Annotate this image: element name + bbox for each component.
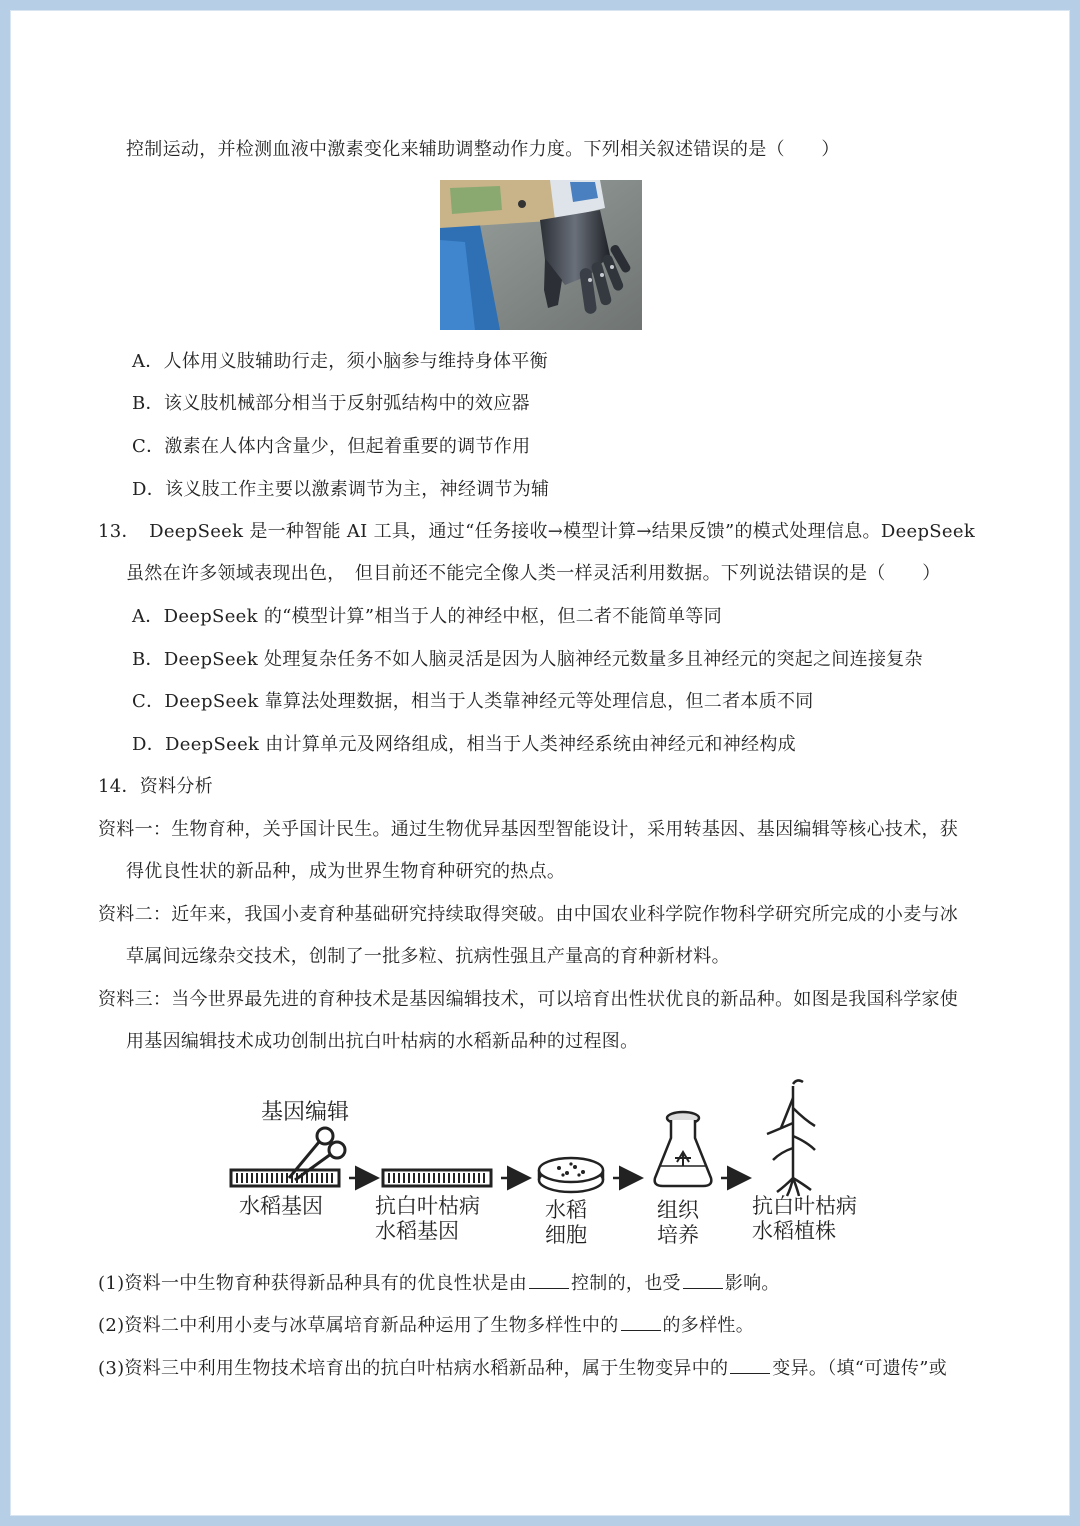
q14-material2-line2: 草属间远缘杂交技术，创制了一批多粒、抗病性强且产量高的育种新材料。 — [126, 946, 730, 967]
culture-flask-icon — [655, 1112, 712, 1186]
q12-option-c: C．激素在人体内含量少，但起着重要的调节作用 — [132, 436, 531, 457]
resistant-gene-label-line2: 水稻基因 — [375, 1219, 459, 1243]
q14-sub3-part-a: (3)资料三中利用生物技术培育出的抗白叶枯病水稻新品种，属于生物变异中的 — [98, 1358, 729, 1379]
q13-option-a: A．DeepSeek 的“模型计算”相当于人的神经中枢，但二者不能简单等同 — [132, 606, 723, 627]
q14-sub3-part-b: 变异。（填“可遗传”或 — [772, 1358, 948, 1379]
q12-stem: 控制运动，并检测血液中激素变化来辅助调整动作力度。下列相关叙述错误的是（ ） — [126, 139, 840, 160]
q12-option-d: D．该义肢工作主要以激素调节为主，神经调节为辅 — [132, 479, 550, 500]
answer-blank[interactable] — [730, 1357, 770, 1374]
q13-stem-line2: 虽然在许多领域表现出色， 但目前还不能完全像人类一样灵活利用数据。下列说法错误的是（ ） — [126, 563, 941, 584]
resistant-gene-bar — [383, 1170, 491, 1186]
gene-editing-label: 基因编辑 — [261, 1100, 350, 1125]
q14-sub1-part-c: 影响。 — [724, 1273, 780, 1294]
q13-option-b: B．DeepSeek 处理复杂任务不如人脑灵活是因为人脑神经元数量多且神经元的突起之间连接复杂 — [132, 649, 923, 670]
q13-option-c: C．DeepSeek 靠算法处理数据，相当于人类靠神经元等处理信息，但二者本质不同 — [132, 691, 814, 712]
q12-option-b: B．该义肢机械部分相当于反射弧结构中的效应器 — [132, 393, 530, 414]
gene-editing-process-diagram — [225, 1078, 885, 1256]
q14-sub3 — [98, 1357, 947, 1381]
q14-title: 14．资料分析 — [98, 776, 214, 797]
q12-option-a: A．人体用义肢辅助行走，须小脑参与维持身体平衡 — [132, 351, 548, 372]
answer-blank[interactable] — [621, 1314, 661, 1331]
rice-plant-icon — [767, 1080, 815, 1196]
q13-stem-line1: 13． DeepSeek 是一种智能 AI 工具，通过“任务接收→模型计算→结果反馈”的模式处理信息。DeepSeek — [98, 521, 976, 542]
q14-sub2 — [98, 1314, 754, 1338]
resistant-plant-label-line1: 抗白叶枯病 — [752, 1194, 857, 1218]
q14-material1-line1: 资料一：生物育种，关乎国计民生。通过生物优异基因型智能设计，采用转基因、基因编辑等核心技术，获 — [98, 819, 959, 840]
q14-sub1-part-b: 控制的，也受 — [571, 1273, 681, 1294]
prosthetic-hand-photo — [440, 180, 642, 330]
q14-material3-line1: 资料三：当今世界最先进的育种技术是基因编辑技术，可以培育出性状优良的新品种。如图是我国科学家使 — [98, 989, 959, 1010]
answer-blank[interactable] — [683, 1272, 723, 1289]
prosthetic-hand-image — [440, 180, 642, 330]
tissue-culture-label-line1: 组织 — [657, 1198, 699, 1222]
resistant-plant-label-line2: 水稻植株 — [752, 1219, 836, 1243]
rice-cell-label-line1: 水稻 — [545, 1198, 587, 1222]
q13-option-d: D．DeepSeek 由计算单元及网络组成，相当于人类神经系统由神经元和神经构成 — [132, 734, 796, 755]
q14-sub2-part-b: 的多样性。 — [662, 1315, 754, 1336]
q14-material2-line1: 资料二：近年来，我国小麦育种基础研究持续取得突破。由中国农业科学院作物科学研究所完成的小麦与冰 — [98, 904, 959, 925]
rice-gene-bar — [231, 1170, 339, 1186]
rice-cell-label-line2: 细胞 — [545, 1223, 587, 1247]
tissue-culture-label-line2: 培养 — [657, 1223, 699, 1247]
q14-material1-line2: 得优良性状的新品种，成为世界生物育种研究的热点。 — [126, 861, 566, 882]
q14-sub1 — [98, 1272, 780, 1296]
rice-gene-label: 水稻基因 — [239, 1194, 323, 1218]
q14-sub2-part-a: (2)资料二中利用小麦与冰草属培育新品种运用了生物多样性中的 — [98, 1315, 619, 1336]
answer-blank[interactable] — [529, 1272, 569, 1289]
resistant-gene-label-line1: 抗白叶枯病 — [375, 1194, 480, 1218]
q14-sub1-part-a: (1)资料一中生物育种获得新品种具有的优良性状是由 — [98, 1273, 527, 1294]
petri-dish-icon — [539, 1158, 603, 1192]
q14-material3-line2: 用基因编辑技术成功创制出抗白叶枯病的水稻新品种的过程图。 — [126, 1031, 639, 1052]
